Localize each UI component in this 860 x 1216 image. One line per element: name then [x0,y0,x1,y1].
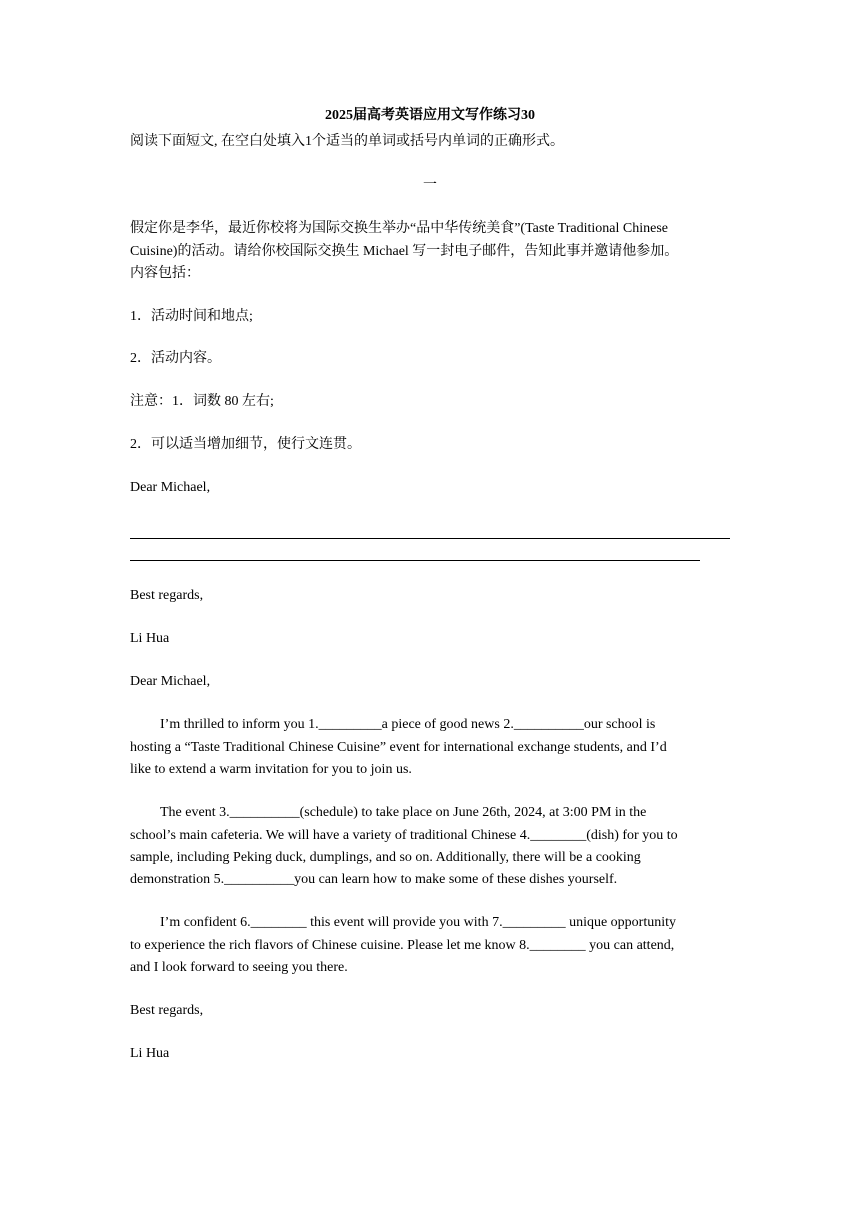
letter-p2-line-3: sample, including Peking duck, dumplings, and so on. Additionally, there will be a cooking [130,850,641,865]
letter-p3-line-3: and I look forward to seeing you there. [130,960,348,975]
letter-p2-line-4: demonstration 5.__________you can learn how to make some of these dishes yourself. [130,872,618,887]
template-closing: Best regards, [130,588,204,603]
prompt-line-3: 内容包括： [130,266,200,281]
letter-p3-line-2: to experience the rich flavors of Chinese cuisine. Please let me know 8.________ you can attend, [130,938,675,953]
letter-closing: Best regards, [130,1003,204,1018]
letter-p2-line-2: school’s main cafeteria. We will have a variety of traditional Chinese 4.________(dish) for you to [130,828,678,843]
template-signature: Li Hua [130,631,170,646]
letter-greeting: Dear Michael, [130,674,211,689]
letter-p1-line-3: like to extend a warm invitation for you to join us. [130,762,412,777]
answer-line-2[interactable] [130,560,700,561]
letter-p1-line-2: hosting a “Taste Traditional Chinese Cuisine” event for international exchange students, and I’d [130,740,667,755]
prompt-note-1: 注意：1．词数 80 左右; [130,394,274,409]
prompt-point-1: 1．活动时间和地点; [130,309,253,324]
template-greeting: Dear Michael, [130,480,211,495]
letter-signature: Li Hua [130,1046,170,1061]
prompt-point-2: 2．活动内容。 [130,351,221,366]
letter-p3-line-1: I’m confident 6.________ this event will provide you with 7._________ unique opportunity [160,915,676,930]
answer-line-1[interactable] [130,538,730,539]
prompt-line-1: 假定你是李华，最近你校将为国际交换生举办“品中华传统美食”(Taste Traditional Chinese [130,221,668,236]
prompt-note-2: 2．可以适当增加细节，使行文连贯。 [130,437,361,452]
letter-p2-line-1: The event 3.__________(schedule) to take place on June 26th, 2024, at 3:00 PM in the [160,805,647,820]
instructions: 阅读下面短文, 在空白处填入1个适当的单词或括号内单词的正确形式。 [130,134,564,149]
document-title: 2025届高考英语应用文写作练习30 [325,108,535,123]
prompt-line-2: Cuisine)的活动。请给你校国际交换生 Michael 写一封电子邮件，告知此事并邀请他参加。 [130,244,679,259]
letter-p1-line-1: I’m thrilled to inform you 1._________a piece of good news 2.__________our school is [160,717,656,732]
section-mark: 一 [423,178,437,193]
